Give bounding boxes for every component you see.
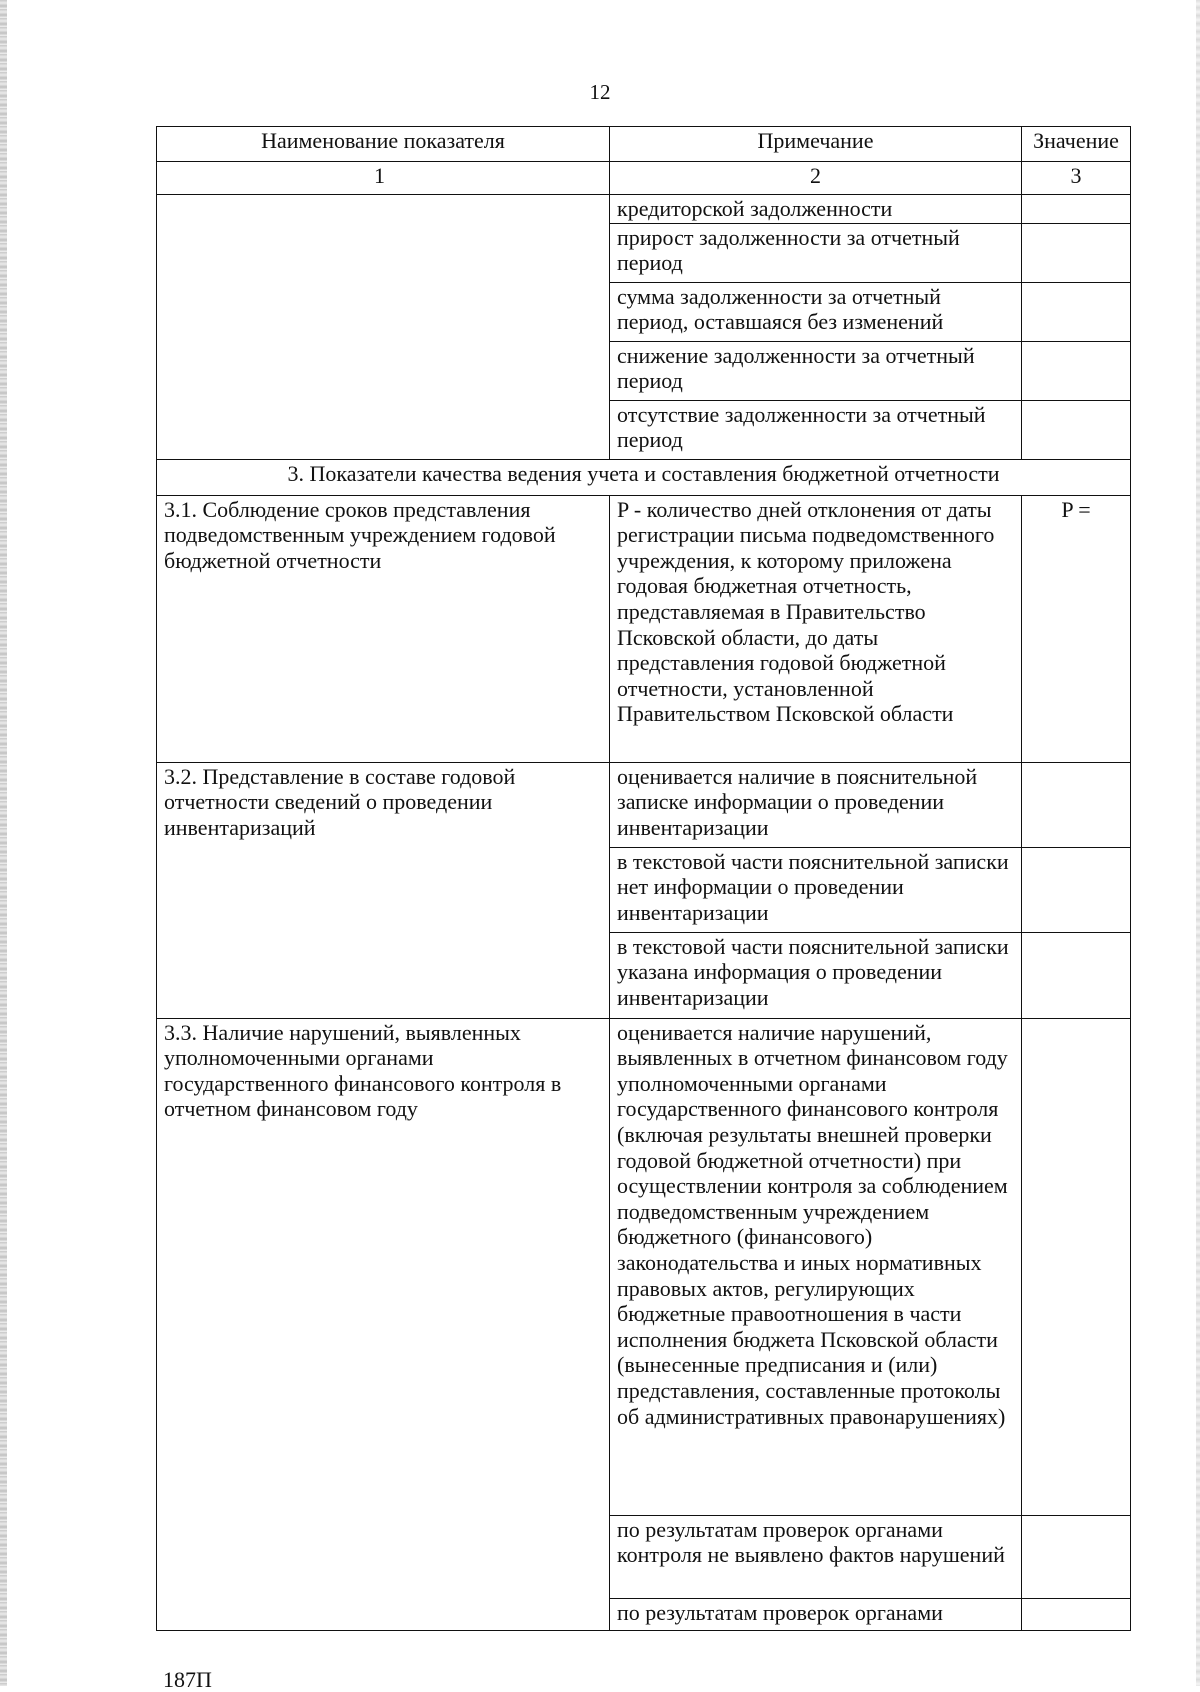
continued-note: отсутствие задолженности за отчетный период (610, 400, 1022, 459)
value-cell (1022, 1018, 1131, 1515)
table-header-row (157, 127, 1131, 162)
value-cell (1022, 282, 1131, 341)
table-row (157, 1018, 1131, 1515)
section-row (157, 459, 1131, 495)
value-cell (1022, 932, 1131, 1018)
table-row (157, 495, 1131, 762)
continued-note: прирост задолженности за отчетный период (610, 223, 1022, 282)
continued-note: кредиторской задолженности (610, 195, 1022, 224)
value-cell (1022, 847, 1131, 932)
indicator-3-3-note: оценивается наличие нарушений, выявленных в отчетном финансовом году уполномоченными органами государственного финансового контроля (включая результаты внешней проверки годовой бюджетной отчетности) при осуществлении контроля за соблюдением подведомственным учреждением бюджетного (финансового) законодательства и иных нормативных правовых актов, регулирующих бюджетные правоотношения в части исполнения бюджета Псковской области (вынесенные предписания и (или) представления, составленные протоколы об административных правонарушениях) (610, 1018, 1022, 1515)
indicator-3-3-name: 3.3. Наличие нарушений, выявленных уполномоченными органами государственного финансового контроля в отчетном финансовом году (157, 1018, 610, 1630)
column-number-3: 3 (1022, 162, 1131, 195)
section-3-title: 3. Показатели качества ведения учета и составления бюджетной отчетности (157, 459, 1131, 495)
column-number-row (157, 162, 1131, 195)
indicator-3-1-name: 3.1. Соблюдение сроков представления подведомственным учреждением годовой бюджетной отчетности (157, 495, 610, 762)
indicator-3-2-name: 3.2. Представление в составе годовой отчетности сведений о проведении инвентаризаций (157, 762, 610, 1018)
table-row (157, 195, 1131, 224)
indicator-3-2-note: в текстовой части пояснительной записки указана информация о проведении инвентаризации (610, 932, 1022, 1018)
value-cell (1022, 762, 1131, 847)
indicators-table (156, 126, 1131, 1631)
continued-indicator-cell (157, 195, 610, 460)
value-cell (1022, 223, 1131, 282)
value-cell (1022, 195, 1131, 224)
value-cell (1022, 1598, 1131, 1630)
indicator-3-1-value: P = (1022, 495, 1131, 762)
indicator-3-2-note: в текстовой части пояснительной записки нет информации о проведении инвентаризации (610, 847, 1022, 932)
page-number: 12 (589, 80, 611, 104)
value-cell (1022, 341, 1131, 400)
indicator-3-3-note: по результатам проверок органами (610, 1598, 1022, 1630)
value-cell (1022, 400, 1131, 459)
document-code: 187П (163, 1667, 212, 1692)
continued-note: сумма задолженности за отчетный период, оставшаяся без изменений (610, 282, 1022, 341)
header-note: Примечание (610, 127, 1022, 162)
continued-note: снижение задолженности за отчетный период (610, 341, 1022, 400)
column-number-1: 1 (157, 162, 610, 195)
indicator-3-3-note: по результатам проверок органами контроля не выявлено фактов нарушений (610, 1515, 1022, 1598)
scan-edge-left (0, 0, 7, 1686)
column-number-2: 2 (610, 162, 1022, 195)
header-value: Значение (1022, 127, 1131, 162)
value-cell (1022, 1515, 1131, 1598)
header-indicator-name: Наименование показателя (157, 127, 610, 162)
indicator-3-1-note: P - количество дней отклонения от даты регистрации письма подведомственного учреждения, к которому приложена годовая бюджетная отчетность, представляемая в Правительство Псковской области, до даты представления годовой бюджетной отчетности, установленной Правительством Псковской области (610, 495, 1022, 762)
scan-edge-right (1196, 0, 1200, 1686)
table-row (157, 762, 1131, 847)
indicator-3-2-note: оценивается наличие в пояснительной записке информации о проведении инвентаризации (610, 762, 1022, 847)
